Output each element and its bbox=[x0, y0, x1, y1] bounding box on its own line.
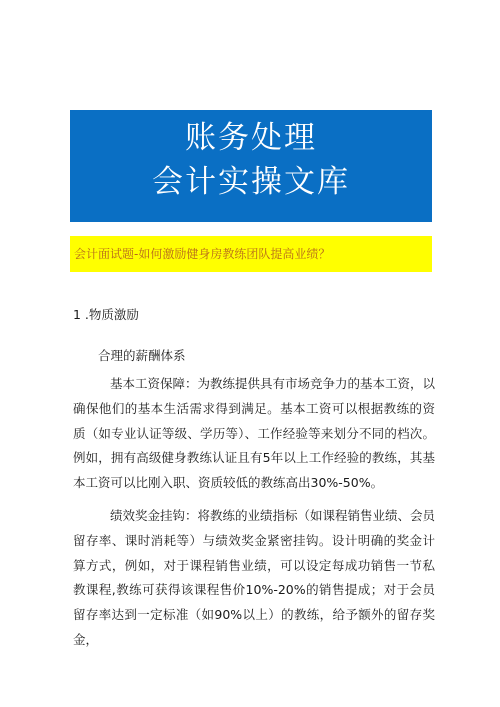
banner-title-line2: 会计实操文库 bbox=[152, 164, 350, 200]
section-subheading: 合理的薪酬体系 bbox=[98, 348, 186, 363]
section-heading: 1 .物质激励 bbox=[73, 307, 139, 322]
document-subtitle: 会计面试题-如何激励健身房教练团队提高业绩？ bbox=[74, 247, 331, 261]
title-banner bbox=[70, 110, 432, 222]
paragraph-base-salary: 基本工资保障：为教练提供具有市场竞争力的基本工资，以确保他们的基本生活需求得到满足。基本工资可以根据教练的资质（如专业认证等级、学历等）、工作经验等来划分不同的档次。例如，拥有高级健身教练认证且有5年以上工作经验的教练，其基本工资可以比刚入职、资质较低的教练高出30%-50%。 bbox=[73, 376, 436, 491]
paragraph-performance-bonus: 绩效奖金挂钩：将教练的业绩指标（如课程销售业绩、会员留存率、课时消耗等）与绩效奖金紧密挂钩。设计明确的奖金计算方式，例如，对于课程销售业绩，可以设定每成功销售一节私教课程,教练可获得该课程售价10%-20%的销售提成；对于会员留存率达到一定标准（如90%以上）的教练，给予额外的留存奖金， bbox=[73, 508, 436, 647]
subtitle-bar bbox=[70, 236, 432, 272]
banner-title-line1: 账务处理 bbox=[185, 120, 317, 156]
